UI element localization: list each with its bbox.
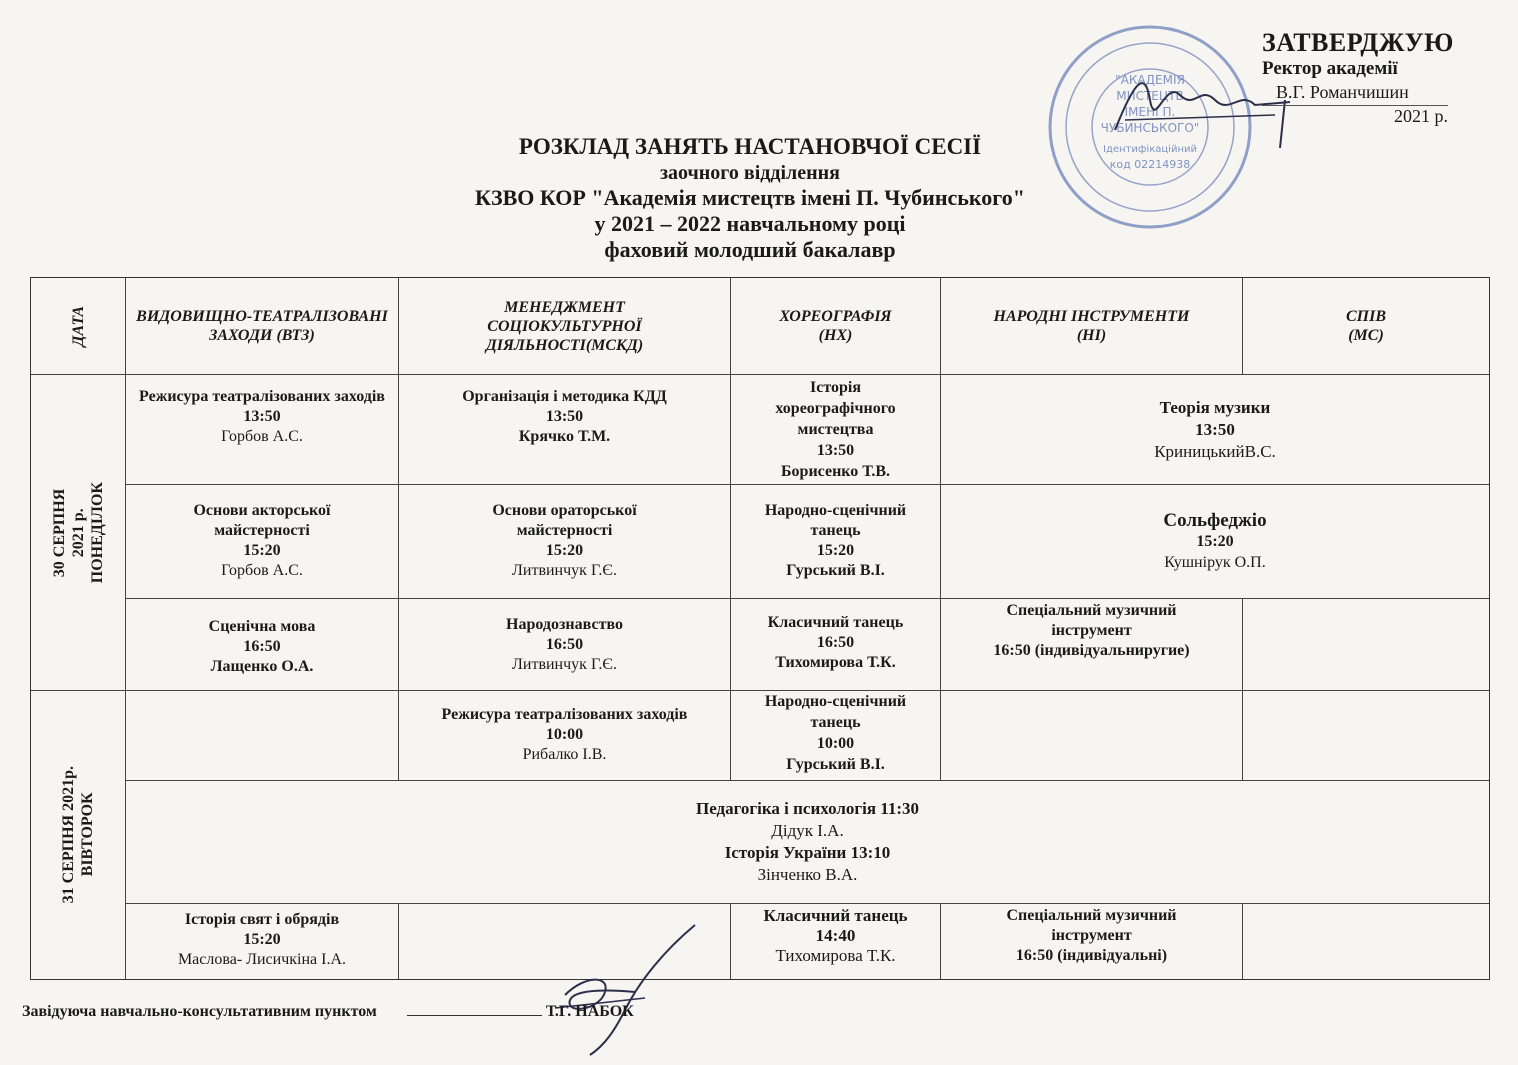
svg-text:ЧУБИНСЬКОГО": ЧУБИНСЬКОГО"	[1100, 121, 1200, 135]
header-col-nh-abbr: (НХ)	[818, 327, 853, 344]
signature-line	[407, 1001, 542, 1016]
header-date-cell	[31, 278, 126, 375]
lesson-time: 13:50	[816, 442, 855, 459]
header-col-nh	[731, 278, 941, 375]
day-monday-weekday: ПОНЕДІЛОК	[88, 481, 106, 584]
lesson-time: 15:20	[243, 542, 281, 559]
lesson-time: 13:50	[243, 408, 281, 425]
day-tuesday-date: 31 СЕРПНЯ 2021р.	[60, 766, 77, 904]
footer	[22, 1001, 634, 1021]
table-row-cell-empty	[1243, 904, 1489, 979]
footer-label: Завідуюча навчально-консультативним пунктом	[22, 1003, 377, 1020]
day-monday-cell	[31, 375, 126, 691]
table-row-cell	[399, 599, 731, 691]
department-line: заочного відділення	[659, 162, 841, 184]
header-col-ni-label: НАРОДНІ ІНСТРУМЕНТИ	[993, 308, 1190, 325]
lesson-time: 10:00	[545, 726, 584, 743]
lesson-title: Історія хореографічного мистецтва	[775, 379, 896, 438]
lesson-title: Історія свят і обрядів	[184, 911, 340, 928]
lesson-time: 13:50	[545, 408, 584, 425]
lesson-time: 16:50	[545, 636, 584, 653]
approve-title: ЗАТВЕРДЖУЮ	[1262, 28, 1454, 57]
head-signature	[545, 920, 715, 1060]
lesson-time: 15:20	[243, 931, 281, 948]
lesson-title: Народознавство	[506, 616, 623, 633]
svg-text:код 02214938: код 02214938	[1109, 158, 1191, 171]
lesson-teacher: Тихомирова Т.К.	[775, 946, 896, 965]
header-col-mskd	[399, 278, 731, 375]
lesson-title: Сольфеджіо	[1163, 510, 1267, 531]
lesson-teacher: Зінченко В.А.	[757, 865, 858, 884]
lesson-teacher: Кушнірук О.П.	[1164, 554, 1266, 571]
lesson-title: Народно-сценічний танець	[764, 502, 907, 539]
lesson-title: Народно-сценічний танець	[764, 693, 907, 731]
table-row-cell-empty	[941, 691, 1243, 781]
lesson-teacher: Маслова- Лисичкіна І.А.	[177, 951, 347, 968]
svg-text:Ідентифікаційний: Ідентифікаційний	[1103, 144, 1197, 155]
svg-text:"АКАДЕМІЯ: "АКАДЕМІЯ	[1115, 73, 1185, 87]
table-row-cell	[399, 691, 731, 781]
approval-block	[1262, 28, 1502, 127]
document-header	[400, 133, 1100, 263]
lesson-time: 14:40	[815, 926, 856, 945]
lesson-time: 15:20	[816, 542, 855, 559]
footer-name: Т.Г. НАБОК	[545, 1003, 634, 1020]
lesson-time: 13:50	[1195, 419, 1235, 439]
table-row-cell	[731, 691, 941, 781]
lesson-title: Основи ораторської майстерності	[492, 502, 637, 539]
lesson-time: 16:50 (індивідуальниругие)	[993, 642, 1190, 659]
header-col-ms	[1243, 278, 1489, 375]
lesson-title: Режисура театралізованих заходів	[441, 706, 688, 723]
table-row-cell	[941, 599, 1243, 691]
header-col-vtz-label: ВИДОВИЩНО-ТЕАТРАЛІЗОВАНІ ЗАХОДИ (ВТЗ)	[136, 308, 388, 344]
table-row-cell-empty	[126, 691, 399, 781]
day-tuesday-label	[59, 766, 97, 903]
lesson-teacher: Крячко Т.М.	[518, 428, 611, 445]
table-row-cell-shared	[126, 781, 1489, 904]
lesson-teacher: КриницькийВ.С.	[1154, 441, 1276, 461]
lesson-time: 16:50	[816, 634, 855, 651]
table-row-cell	[731, 375, 941, 485]
lesson-teacher: Гурський В.І.	[786, 756, 885, 773]
day-monday-year: 2021 р.	[69, 508, 87, 557]
approve-date: 2021 р.	[1262, 105, 1448, 127]
table-row-cell	[126, 904, 399, 979]
lesson-title: Організація і методика КДД	[462, 388, 667, 405]
lesson-teacher: Рибалко І.В.	[522, 746, 607, 763]
lesson-title: Спеціальний музичний інструмент	[1006, 602, 1177, 639]
table-row-cell	[399, 485, 731, 599]
header-col-ni-abbr: (НІ)	[1076, 327, 1107, 344]
svg-text:МИСТЕЦТВ: МИСТЕЦТВ	[1116, 89, 1184, 103]
schedule-table	[30, 277, 1490, 980]
day-tuesday-weekday: ВІВТОРОК	[79, 793, 96, 877]
lesson-teacher: Дідук І.А.	[771, 821, 844, 840]
year-line: у 2021 – 2022 навчальному році	[594, 211, 906, 236]
lesson-teacher: Гурський В.І.	[786, 562, 885, 579]
table-row-cell	[126, 375, 399, 485]
header-col-ms-abbr: (МС)	[1348, 327, 1384, 344]
table-row-cell-empty	[1243, 599, 1489, 691]
lesson-time: 16:50 (індивідуальні)	[1015, 947, 1168, 964]
table-row-cell	[941, 375, 1489, 485]
header-col-vtz	[126, 278, 399, 375]
header-col-ms-label: СПІВ	[1345, 308, 1386, 325]
lesson-time: 16:50	[243, 638, 281, 655]
table-row-cell	[731, 485, 941, 599]
lesson-time: 15:20	[1196, 533, 1234, 550]
lesson-time: 10:00	[816, 735, 855, 752]
table-row-cell	[399, 375, 731, 485]
lesson-title: Сценічна мова	[208, 618, 316, 635]
table-row-cell-empty	[1243, 691, 1489, 781]
table-row-cell	[731, 599, 941, 691]
lesson-title: Спеціальний музичний інструмент	[1006, 907, 1177, 944]
svg-text:ІМЕНІ П.: ІМЕНІ П.	[1124, 105, 1176, 119]
lesson-teacher: Горбов А.С.	[221, 428, 303, 445]
header-date-label: ДАТА	[69, 305, 87, 347]
lesson-teacher: Тихомирова Т.К.	[775, 654, 896, 671]
table-row-cell	[731, 904, 941, 979]
lesson-teacher: Литвинчук Г.Є.	[512, 656, 617, 673]
lesson-time: 15:20	[545, 542, 584, 559]
lesson-title: Класичний танець	[767, 614, 904, 631]
lesson-title: Основи акторської майстерності	[193, 502, 331, 539]
lesson-teacher: Литвинчук Г.Є.	[512, 562, 617, 579]
lesson-title: Класичний танець	[763, 906, 908, 925]
table-row-cell	[941, 485, 1489, 599]
lesson-title: Теорія музики	[1159, 397, 1271, 417]
table-row-cell	[126, 485, 399, 599]
day-monday-label	[50, 482, 107, 583]
lesson-title: Історія України 13:10	[724, 843, 891, 862]
header-col-ni	[941, 278, 1243, 375]
header-col-mskd-label: МЕНЕДЖМЕНТ СОЦІОКУЛЬТУРНОЇ ДІЯЛЬНОСТІ(МСКД)	[485, 298, 644, 354]
table-row-cell	[941, 904, 1243, 979]
lesson-teacher: Борисенко Т.В.	[780, 463, 891, 480]
lesson-teacher: Лащенко О.А.	[210, 658, 314, 675]
lesson-title: Режисура театралізованих заходів	[139, 388, 385, 405]
institution-line: КЗВО КОР "Академія мистецтв імені П. Чубинського"	[475, 185, 1025, 210]
day-tuesday-cell	[31, 691, 126, 979]
header-col-nh-label: ХОРЕОГРАФІЯ	[779, 308, 892, 325]
table-row-cell	[126, 599, 399, 691]
approve-position: Ректор академії	[1262, 58, 1398, 79]
lesson-title: Педагогіка і психологія 11:30	[695, 799, 920, 818]
lesson-teacher: Горбов А.С.	[221, 562, 303, 579]
approve-name: В.Г. Романчишин	[1276, 82, 1409, 102]
day-monday-date: 30 СЕРПНЯ	[50, 488, 68, 577]
document-title: РОЗКЛАД ЗАНЯТЬ НАСТАНОВЧОЇ СЕСІЇ	[518, 134, 982, 159]
degree-line: фаховий молодший бакалавр	[604, 237, 896, 262]
